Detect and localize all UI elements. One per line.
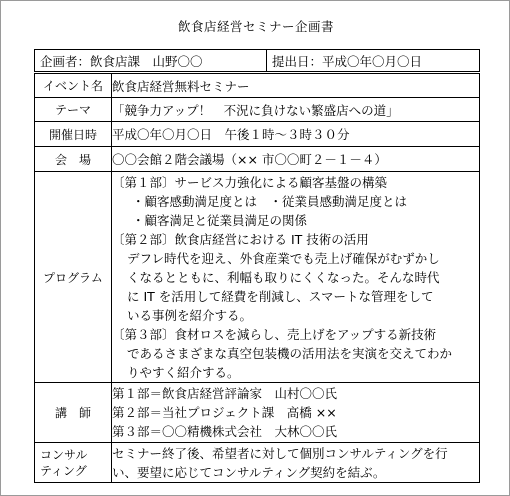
theme-row [35,98,480,122]
program-line: いる事例を紹介する。 [127,308,253,323]
planner-cell: 企画者：飲食店課 山野〇〇 [35,50,267,71]
lecturer-line: 第１部＝飲食店経営評論家 山村〇〇氏 [112,386,338,401]
program-value [112,172,480,383]
venue-label: 会 場 [35,147,112,172]
program-label: プログラム [35,172,112,383]
consulting-row [35,443,480,483]
consulting-label-line: ティング [40,463,87,478]
datetime-value: 平成〇年〇月〇日 午後１時～３時３０分 [112,122,480,147]
lecturer-line: 第３部＝〇〇精機株式会社 大林〇〇氏 [112,424,338,439]
document-title: 飲食店経営セミナー企画書 [177,19,334,34]
consulting-line: い、要望に応じてコンサルティング契約を結ぶ。 [112,464,386,480]
lecturer-row [35,383,480,443]
plan-table [34,73,480,483]
program-line: ・顧客感動満足度とは ・従業員感動満足度とは [132,194,408,209]
event-value: 飲食店経営無料セミナー [112,74,480,98]
venue-value: 〇〇会館２階会議場（×× 市〇〇町２－１－４） [112,147,480,172]
datetime-row [35,122,480,147]
program-line: に IT を活用して経費を削減し、スマートな管理をして [127,289,434,304]
lecturer-line: 第２部＝当社プロジェクト課 高橋 ×× [112,405,337,420]
program-line: 〔第１部〕サービス力強化による顧客基盤の構築 [112,175,388,190]
datetime-label: 開催日時 [35,122,112,147]
event-row [35,74,480,98]
consulting-value [112,443,480,483]
program-line: ・顧客満足と従業員満足の関係 [132,213,308,228]
submission-date-cell: 提出日：平成〇年〇月〇日 [272,53,423,69]
program-row [35,172,480,383]
program-line: 〔第２部〕飲食店経営における IT 技術の活用 [112,232,369,247]
program-line: りやすく紹介する。 [127,365,240,380]
venue-row [35,147,480,172]
theme-label: テーマ [35,98,112,122]
consulting-label-line: コンサル [40,447,88,462]
program-line: デフレ時代を迎え、外食産業でも売上げ確保がむずかし [127,251,440,266]
consulting-label [35,443,112,483]
event-label: イベント名 [35,74,112,98]
header-row [34,49,480,72]
program-line: 〔第３部〕食材ロスを減らし、売上げをアップする新技術 [112,327,437,342]
program-line: であるさまざまな真空包装機の活用法を実演を交えてわか [127,346,453,361]
lecturer-value [112,383,480,443]
theme-value: 「競争力アップ！ 不況に負けない繁盛店への道」 [112,98,480,122]
consulting-line: セミナー終了後、希望者に対して個別コンサルティングを行 [112,445,448,461]
program-line: くなるとともに、利幅も取りにくくなった。そんな時代 [127,270,440,285]
lecturer-label: 講 師 [35,383,112,443]
